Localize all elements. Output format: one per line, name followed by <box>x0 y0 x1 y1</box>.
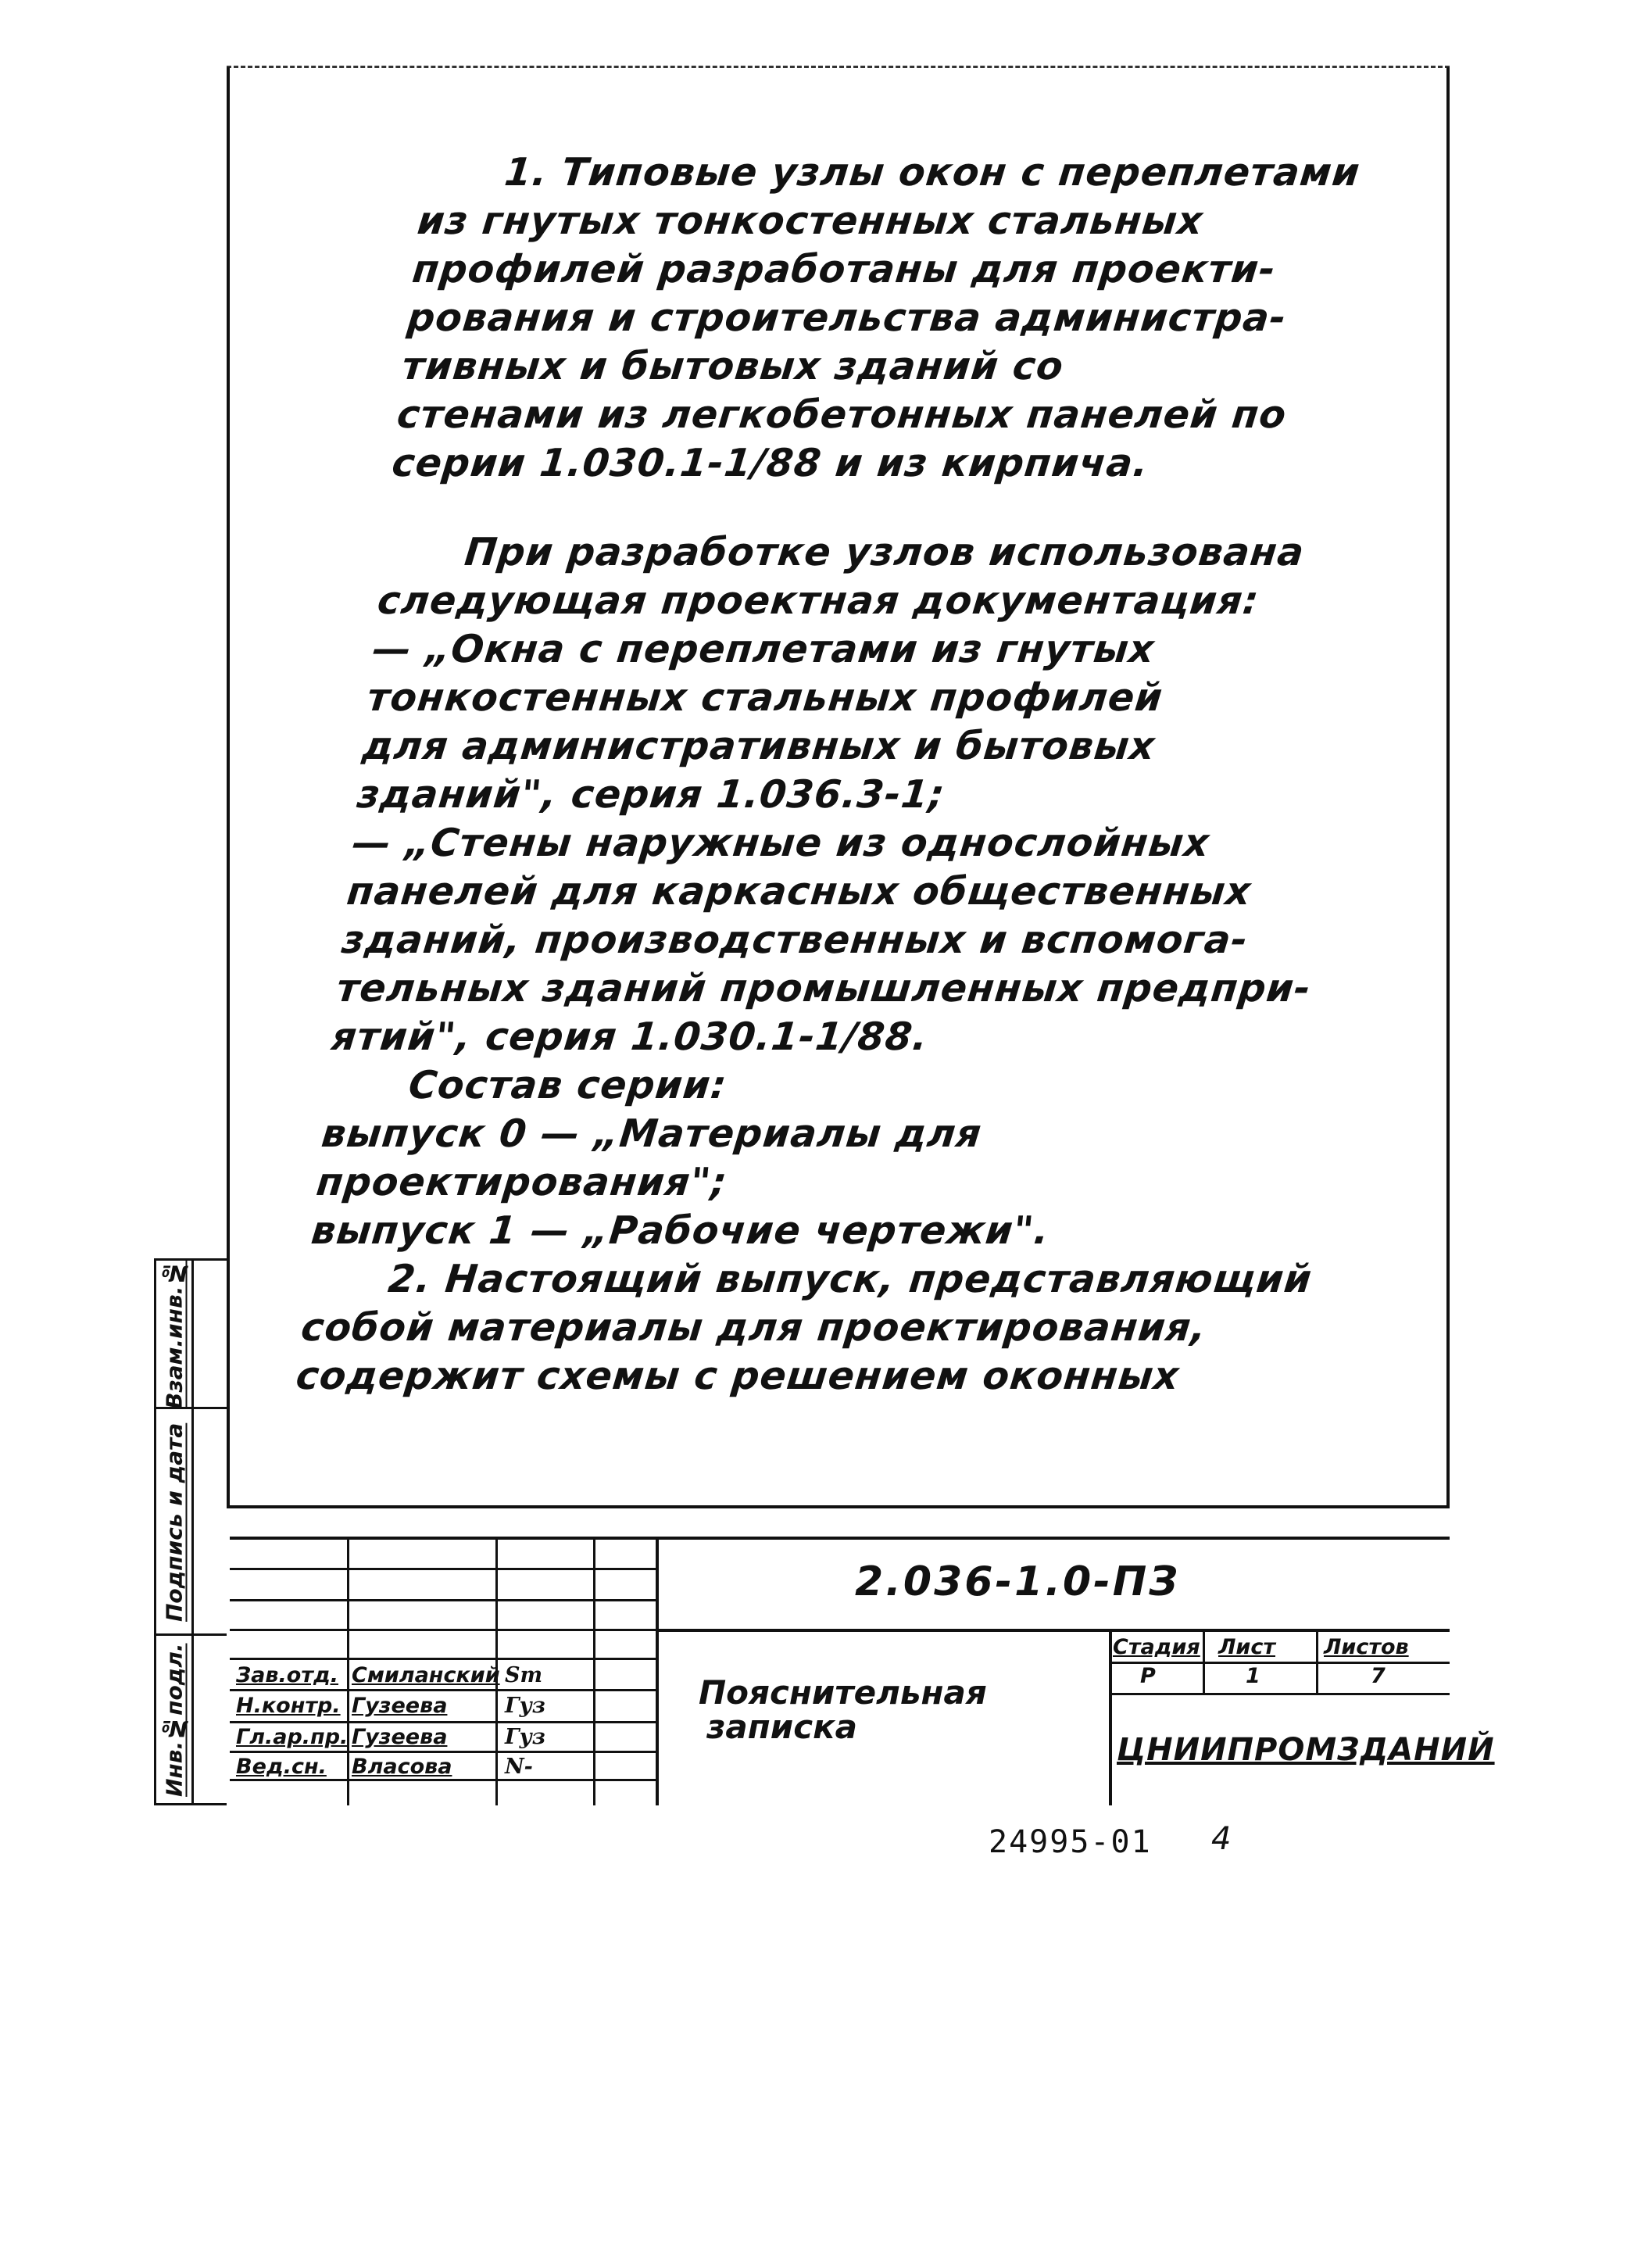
name-4: Власова <box>352 1755 452 1779</box>
side-stamp <box>154 1258 227 1805</box>
role-3: Гл.ар.пр. <box>236 1725 349 1749</box>
side-label-replace-inv: Взам.инв.№ <box>161 1260 188 1410</box>
side-label-inv-original: Инв.№подл. <box>161 1643 188 1797</box>
name-3: Гузеева <box>352 1725 448 1749</box>
archive-number: 24995-01 <box>989 1824 1152 1860</box>
sheets-header: Листов <box>1324 1635 1409 1659</box>
sheet-value: 1 <box>1246 1664 1260 1688</box>
role-1: Зав.отд. <box>236 1663 339 1687</box>
page-number: 4 <box>1211 1821 1232 1857</box>
name-1: Смиланский <box>352 1663 500 1687</box>
explanatory-text <box>294 148 1496 1401</box>
document-name-line-2: записка <box>706 1708 857 1746</box>
signature-1: Sm <box>505 1663 543 1687</box>
paragraph-5: 2. Настоящий выпуск, представляющий собой материалы для проектирования, содержит схемы с решением оконных <box>294 1257 1314 1398</box>
paragraph-1: 1. Типовые узлы окон с переплетами из гнутых тонкостенных стальных профилей разработаны для проекти- рования и строительства администра- тивных и бытовых зданий со стенами из легкобетонных панелей по серии 1.030.1-1/88 и из кирпича. <box>389 150 1363 485</box>
signature-4: N- <box>505 1755 533 1779</box>
stage-value: Р <box>1140 1664 1156 1688</box>
side-label-signature-date: Подпись и дата <box>161 1422 188 1623</box>
title-block <box>230 1537 1495 1805</box>
stage-header: Стадия <box>1113 1635 1200 1659</box>
paragraph-3: Состав серии: <box>406 1063 730 1107</box>
signature-2: Гуз <box>505 1694 546 1718</box>
paragraph-2: При разработке узлов использована следующая проектная документация: — „Окна с переплетами из гнутых тонкостенных стальных профилей для административных и бытовых зданий", серия 1.036.3-1; — „Стены наружные из однослойных панелей для каркасных общественных зданий, производственных и вспомога- тельных зданий промышленных предпри- ятий", серия 1.030.1-1/88. <box>329 530 1314 1059</box>
role-4: Вед.сн. <box>236 1755 327 1779</box>
organization-name: ЦНИИПРОМЗДАНИЙ <box>1117 1732 1495 1768</box>
document-code: 2.036-1.0-ПЗ <box>855 1558 1181 1605</box>
document-name-line-1: Пояснительная <box>699 1673 987 1712</box>
sheets-value: 7 <box>1371 1664 1386 1688</box>
paragraph-4: выпуск 0 — „Материалы для проектирования"; выпуск 1 — „Рабочие чертежи". <box>309 1111 1052 1253</box>
name-2: Гузеева <box>352 1694 448 1718</box>
sheet-header: Лист <box>1218 1635 1275 1659</box>
role-2: Н.контр. <box>236 1694 341 1718</box>
signature-3: Гуз <box>505 1725 546 1749</box>
